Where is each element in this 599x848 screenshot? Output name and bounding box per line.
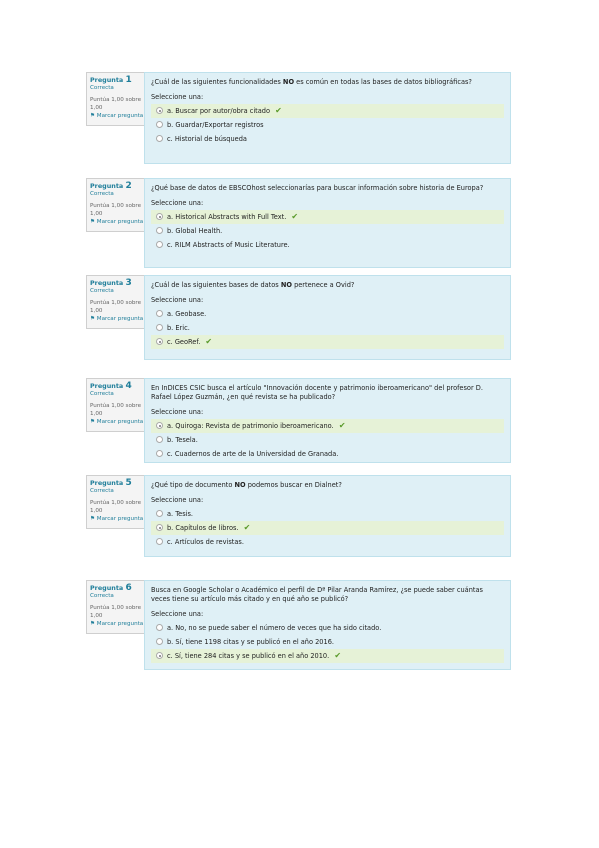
radio-button[interactable] <box>156 652 163 659</box>
question-state: Correcta <box>90 593 114 599</box>
question-text: Busca en Google Scholar o Académico el perfil de Dª Pilar Aranda Ramírez, ¿se puede saber cuántas veces tiene su artículo más citado y en qué año se publicó? <box>151 586 483 603</box>
answer-option[interactable] <box>151 307 504 321</box>
checkmark-icon: ✔ <box>334 651 342 660</box>
radio-button[interactable] <box>156 422 163 429</box>
answer-option[interactable] <box>151 447 504 461</box>
question-content <box>144 580 511 670</box>
flag-question-link[interactable]: ⚑ Marcar pregunta <box>90 316 144 322</box>
answer-option[interactable] <box>151 621 504 635</box>
question-content <box>144 378 511 463</box>
answer-option[interactable] <box>151 649 504 663</box>
radio-button[interactable] <box>156 324 163 331</box>
question-number: Pregunta 5 <box>90 478 132 488</box>
question-state: Correcta <box>90 391 114 397</box>
answer-label: a. Tesis. <box>167 510 193 518</box>
answer-list <box>151 507 504 549</box>
flag-question-link[interactable]: ⚑ Marcar pregunta <box>90 621 144 627</box>
question-text: ¿Qué tipo de documento NO podemos buscar en Dialnet? <box>151 481 342 489</box>
answer-option[interactable] <box>151 118 504 132</box>
answer-prompt: Seleccione una: <box>151 610 204 618</box>
question-content <box>144 72 511 164</box>
question-score: Puntúa 1,00 sobre 1,00 <box>90 97 142 111</box>
question-score: Puntúa 1,00 sobre 1,00 <box>90 300 142 314</box>
answer-option[interactable] <box>151 104 504 118</box>
radio-button[interactable] <box>156 227 163 234</box>
flag-question-link[interactable]: ⚑ Marcar pregunta <box>90 419 144 425</box>
answer-option[interactable] <box>151 335 504 349</box>
answer-label: b. Capítulos de libros. <box>167 524 239 532</box>
flag-icon: ⚑ <box>90 419 96 425</box>
answer-option[interactable] <box>151 132 504 146</box>
question-info <box>86 275 149 329</box>
question-content <box>144 178 511 268</box>
radio-button[interactable] <box>156 121 163 128</box>
answer-prompt: Seleccione una: <box>151 408 204 416</box>
answer-list <box>151 104 504 146</box>
answer-label: c. Historial de búsqueda <box>167 135 247 143</box>
question-score: Puntúa 1,00 sobre 1,00 <box>90 403 142 417</box>
answer-option[interactable] <box>151 507 504 521</box>
question-number: Pregunta 1 <box>90 75 132 85</box>
answer-list <box>151 307 504 349</box>
answer-label: c. Sí, tiene 284 citas y se publicó en el año 2010. <box>167 652 330 660</box>
question-text: ¿Qué base de datos de EBSCOhost seleccionarías para buscar información sobre historia de Europa? <box>151 184 484 192</box>
radio-button[interactable] <box>156 213 163 220</box>
answer-prompt: Seleccione una: <box>151 496 204 504</box>
answer-label: b. Eric. <box>167 324 190 332</box>
question-info <box>86 475 149 529</box>
radio-button[interactable] <box>156 241 163 248</box>
answer-label: c. Cuadernos de arte de la Universidad de Granada. <box>167 450 339 458</box>
answer-option[interactable] <box>151 535 504 549</box>
question-score: Puntúa 1,00 sobre 1,00 <box>90 203 142 217</box>
question-number: Pregunta 3 <box>90 278 132 288</box>
question-content <box>144 275 511 360</box>
answer-label: c. Artículos de revistas. <box>167 538 244 546</box>
question-state: Correcta <box>90 488 114 494</box>
question-info <box>86 378 149 432</box>
answer-label: c. GeoRef. <box>167 338 201 346</box>
answer-label: a. Quiroga: Revista de patrimonio iberoamericano. <box>167 422 334 430</box>
radio-button[interactable] <box>156 510 163 517</box>
answer-option[interactable] <box>151 238 504 252</box>
answer-prompt: Seleccione una: <box>151 296 204 304</box>
question-score: Puntúa 1,00 sobre 1,00 <box>90 605 142 619</box>
answer-option[interactable] <box>151 419 504 433</box>
radio-button[interactable] <box>156 310 163 317</box>
question-score: Puntúa 1,00 sobre 1,00 <box>90 500 142 514</box>
question-number: Pregunta 2 <box>90 181 132 191</box>
answer-prompt: Seleccione una: <box>151 93 204 101</box>
answer-prompt: Seleccione una: <box>151 199 204 207</box>
question-number: Pregunta 6 <box>90 583 132 593</box>
checkmark-icon: ✔ <box>275 106 282 115</box>
flag-question-link[interactable]: ⚑ Marcar pregunta <box>90 113 144 119</box>
answer-label: a. Buscar por autor/obra citado <box>167 107 271 115</box>
checkmark-icon: ✔ <box>291 212 299 221</box>
radio-button[interactable] <box>156 338 163 345</box>
question-number: Pregunta 4 <box>90 381 132 391</box>
radio-button[interactable] <box>156 524 163 531</box>
answer-list <box>151 621 504 663</box>
answer-list <box>151 210 504 252</box>
question-state: Correcta <box>90 85 114 91</box>
question-text: ¿Cuál de las siguientes funcionalidades NO es común en todas las bases de datos bibliográficas? <box>151 78 472 86</box>
answer-option[interactable] <box>151 635 504 649</box>
radio-button[interactable] <box>156 436 163 443</box>
radio-button[interactable] <box>156 135 163 142</box>
question-info <box>86 178 149 232</box>
checkmark-icon: ✔ <box>243 523 251 532</box>
answer-label: a. Historical Abstracts with Full Text. <box>167 213 287 221</box>
flag-question-link[interactable]: ⚑ Marcar pregunta <box>90 516 144 522</box>
question-text: En InDICES CSIC busca el artículo "Innovación docente y patrimonio iberoamericano" del profesor D. Rafael López Guzmán, ¿en qué revista se ha publicado? <box>151 384 483 401</box>
answer-label: b. Guardar/Exportar registros <box>167 121 264 129</box>
question-text: ¿Cuál de las siguientes bases de datos NO pertenece a Ovid? <box>151 281 355 289</box>
question-state: Correcta <box>90 191 114 197</box>
radio-button[interactable] <box>156 638 163 645</box>
radio-button[interactable] <box>156 538 163 545</box>
answer-list <box>151 419 504 461</box>
answer-option[interactable] <box>151 321 504 335</box>
answer-label: b. Tesela. <box>167 436 198 444</box>
checkmark-icon: ✔ <box>205 337 213 346</box>
answer-option[interactable] <box>151 521 504 535</box>
question-content <box>144 475 511 557</box>
radio-button[interactable] <box>156 107 163 114</box>
question-info <box>86 72 149 126</box>
flag-question-link[interactable]: ⚑ Marcar pregunta <box>90 219 144 225</box>
flag-icon: ⚑ <box>90 113 96 119</box>
flag-icon: ⚑ <box>90 621 96 627</box>
flag-icon: ⚑ <box>90 316 96 322</box>
radio-button[interactable] <box>156 450 163 457</box>
flag-icon: ⚑ <box>90 516 96 522</box>
answer-label: b. Sí, tiene 1198 citas y se publicó en el año 2016. <box>167 638 334 646</box>
answer-option[interactable] <box>151 210 504 224</box>
flag-icon: ⚑ <box>90 219 96 225</box>
answer-label: a. Geobase. <box>167 310 207 318</box>
answer-label: b. Global Health. <box>167 227 223 235</box>
checkmark-icon: ✔ <box>338 421 346 430</box>
answer-option[interactable] <box>151 433 504 447</box>
answer-label: a. No, no se puede saber el número de veces que ha sido citado. <box>167 624 382 632</box>
answer-option[interactable] <box>151 224 504 238</box>
question-state: Correcta <box>90 288 114 294</box>
radio-button[interactable] <box>156 624 163 631</box>
answer-label: c. RILM Abstracts of Music Literature. <box>167 241 290 249</box>
question-info <box>86 580 149 634</box>
